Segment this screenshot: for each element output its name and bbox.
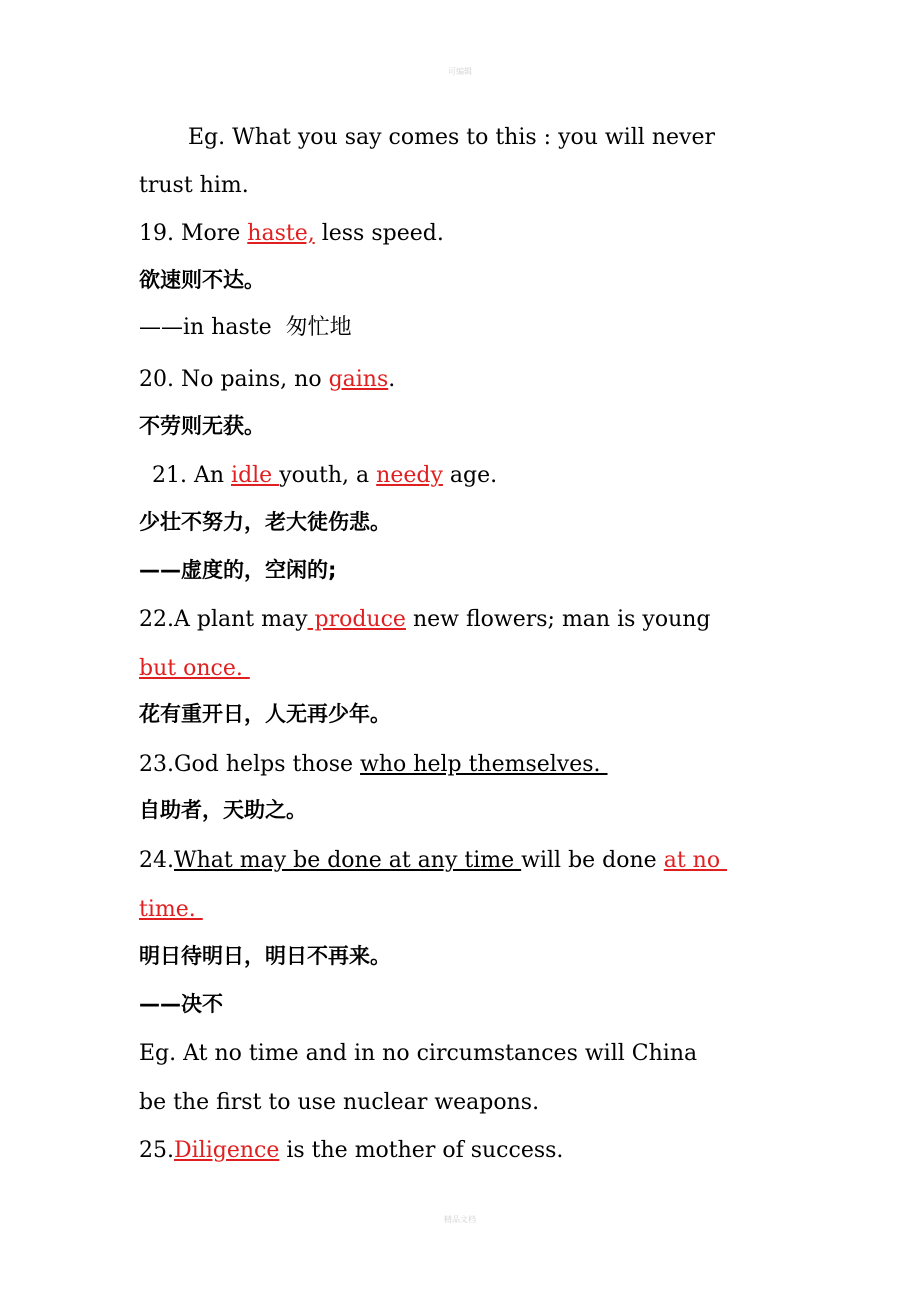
proverb-24: 24.What may be done at any time will be done at no [139,848,728,873]
highlight-needy: needy [376,463,443,488]
proverb-19: 19. More haste, less speed. [139,221,444,246]
highlight-but-once: but once. [139,656,250,681]
translation-24: 明日待明日，明日不再来。 [139,944,391,968]
underline-what-may: What may be done at any time [174,848,522,873]
highlight-produce: produce [307,607,406,632]
watermark-bottom: 精品文档 [444,1215,476,1224]
highlight-gains: gains [328,367,389,392]
highlight-at-no: at no [663,848,728,873]
example-line-2: trust him. [139,173,249,198]
note-21: ——虚度的，空闲的; [139,558,337,582]
translation-21: 少壮不努力，老大徒伤悲。 [139,510,391,534]
proverb-22-cont [139,655,250,683]
example-line-1: Eg. What you say comes to this : you will never [188,125,715,150]
watermark-top: 可编辑 [448,67,472,76]
proverb-21: 21. An idle youth, a needy age. [152,463,498,488]
note-24: ——决不 [139,992,223,1016]
proverb-25: 25.Diligence is the mother of success. [139,1138,564,1163]
highlight-diligence: Diligence [174,1138,280,1163]
proverb-24-cont [139,896,203,924]
proverb-22: 22.A plant may produce new flowers; man is young [139,607,711,632]
translation-22: 花有重开日，人无再少年。 [139,702,391,726]
translation-20: 不劳则无获。 [139,414,265,438]
translation-23: 自助者，天助之。 [139,798,307,822]
note-19: ——in haste 匆忙地 [139,315,352,340]
proverb-23: 23.God helps those who help themselves. [139,752,608,777]
translation-19: 欲速则不达。 [139,268,265,292]
highlight-time: time. [139,897,203,922]
highlight-haste: haste, [247,221,315,246]
example-24-line-2: be the first to use nuclear weapons. [139,1090,540,1115]
example-24-line-1: Eg. At no time and in no circumstances will China [139,1041,698,1066]
highlight-idle: idle [231,463,280,488]
underline-who-help: who help themselves. [360,752,608,777]
proverb-20: 20. No pains, no gains. [139,367,396,392]
